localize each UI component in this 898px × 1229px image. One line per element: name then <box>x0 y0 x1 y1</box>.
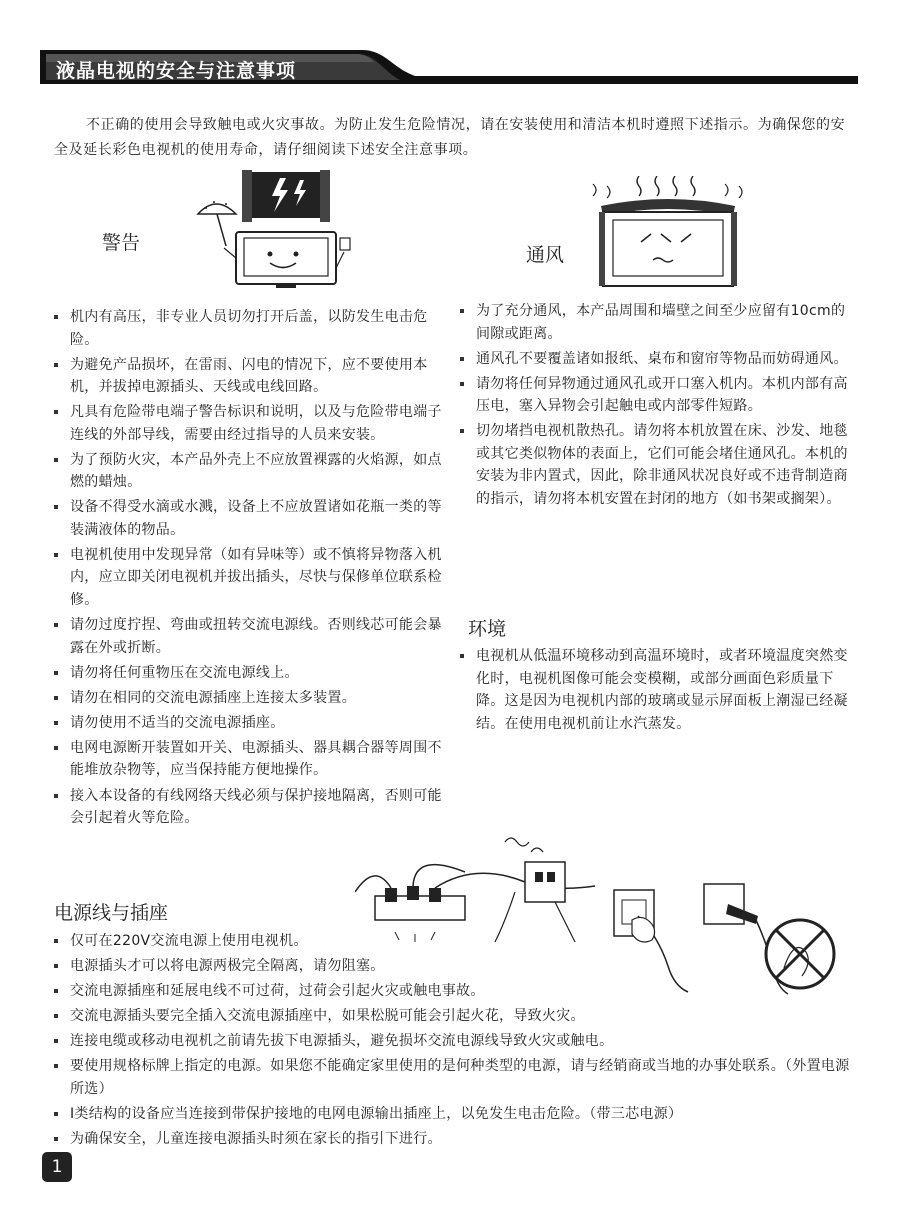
intro-paragraph: 不正确的使用会导致触电或火灾事故。为防止发生危险情况，请在安装使用和清洁本机时遵照下述指示。为确保您的安全及延长彩色电视机的使用寿命，请仔细阅读下述安全注意事项。 <box>54 117 846 158</box>
list-item: 通风孔不要覆盖诸如报纸、桌布和窗帘等物品而妨碍通风。 <box>459 348 851 371</box>
list-item: 设备不得受水滴或水溅，设备上不应放置诸如花瓶一类的等装满液体的物品。 <box>53 496 445 541</box>
list-item: 为了预防火灾，本产品外壳上不应放置裸露的火焰源，如点燃的蜡烛。 <box>53 449 445 494</box>
list-item: 电视机从低温环境移动到高温环境时，或者环境温度突然变化时，电视机图像可能会变模糊，或部分画面色彩质量下降。这是因为电视机内部的玻璃或显示屏面板上潮湿已经凝结。在使用电视机前让水汽蒸发。 <box>459 645 851 735</box>
list-item: 交流电源插座和延展电线不可过荷，过荷会引起火灾或触电事故。 <box>53 980 853 1003</box>
list-item: 仅可在220V交流电源上使用电视机。 <box>53 930 853 953</box>
list-item: 为确保安全，儿童连接电源插头时须在家长的指引下进行。 <box>53 1128 853 1151</box>
ventilation-heading: 通风 <box>526 244 565 266</box>
list-item: 切勿堵挡电视机散热孔。请勿将本机放置在床、沙发、地毯或其它类似物体的表面上，它们可能会堵住通风孔。本机的安装为非内置式，因此，除非通风状况良好或不违背制造商的指示，请勿将本机安置在封闭的地方（如书架或搁架）。 <box>459 420 851 510</box>
power-strip-illustration <box>355 822 595 944</box>
power-list <box>53 930 853 1153</box>
list-item: 要使用规格标牌上指定的电源。如果您不能确定家里使用的是何种类型的电源，请与经销商或当地的办事处联系。（外置电源所选） <box>53 1055 853 1100</box>
list-item: Ⅰ类结构的设备应当连接到带保护接地的电网电源输出插座上，以免发生电击危险。（带三芯电源） <box>53 1103 853 1126</box>
list-item: 请勿过度拧捏、弯曲或扭转交流电源线。否则线芯可能会暴露在外或折断。 <box>53 614 445 659</box>
ventilation-list <box>459 300 851 513</box>
list-item: 凡具有危险带电端子警告标识和说明，以及与危险带电端子连线的外部导线，需要由经过指导的人员来安装。 <box>53 401 445 446</box>
list-item: 为了充分通风，本产品周围和墙壁之间至少应留有10cm的间隙或距离。 <box>459 300 851 345</box>
list-item: 请勿将任何重物压在交流电源线上。 <box>53 662 445 685</box>
list-item: 请勿在相同的交流电源插座上连接太多装置。 <box>53 687 445 710</box>
list-item: 机内有高压，非专业人员切勿打开后盖，以防发生电击危险。 <box>53 306 445 351</box>
tv-lightning-illustration <box>196 168 356 290</box>
list-item: 电源插头才可以将电源两极完全隔离，请勿阻塞。 <box>53 955 853 978</box>
tv-heat-illustration <box>583 176 753 294</box>
list-item: 请勿将任何异物通过通风孔或开口塞入机内。本机内部有高压电，塞入异物会引起触电或内部零件短路。 <box>459 373 851 418</box>
list-item: 电网电源断开装置如开关、电源插头、器具耦合器等周围不能堆放杂物等，应当保持能方便地操作。 <box>53 737 445 782</box>
environment-heading: 环境 <box>468 618 507 640</box>
environment-list <box>459 645 851 738</box>
page-title: 液晶电视的安全与注意事项 <box>56 60 297 82</box>
list-item: 为避免产品损坏，在雷雨、闪电的情况下，应不要使用本机，并拔掉电源插头、天线或电线回路。 <box>53 354 445 399</box>
list-item: 电视机使用中发现异常（如有异味等）或不慎将异物落入机内，应立即关闭电视机并拔出插头，尽快与保修单位联系检修。 <box>53 544 445 612</box>
list-item: 连接电缆或移动电视机之前请先拔下电源插头，避免损坏交流电源线导致火灾或触电。 <box>53 1030 853 1053</box>
list-item: 接入本设备的有线网络天线必须与保护接地隔离，否则可能会引起着火等危险。 <box>53 785 445 830</box>
header-banner <box>40 46 858 86</box>
list-item: 交流电源插头要完全插入交流电源插座中，如果松脱可能会引起火花，导致火灾。 <box>53 1005 853 1028</box>
page-number: 1 <box>42 1152 72 1182</box>
power-heading: 电源线与插座 <box>54 902 169 924</box>
warning-list <box>53 306 445 832</box>
list-item: 请勿使用不适当的交流电源插座。 <box>53 712 445 735</box>
warning-heading: 警告 <box>102 232 141 254</box>
